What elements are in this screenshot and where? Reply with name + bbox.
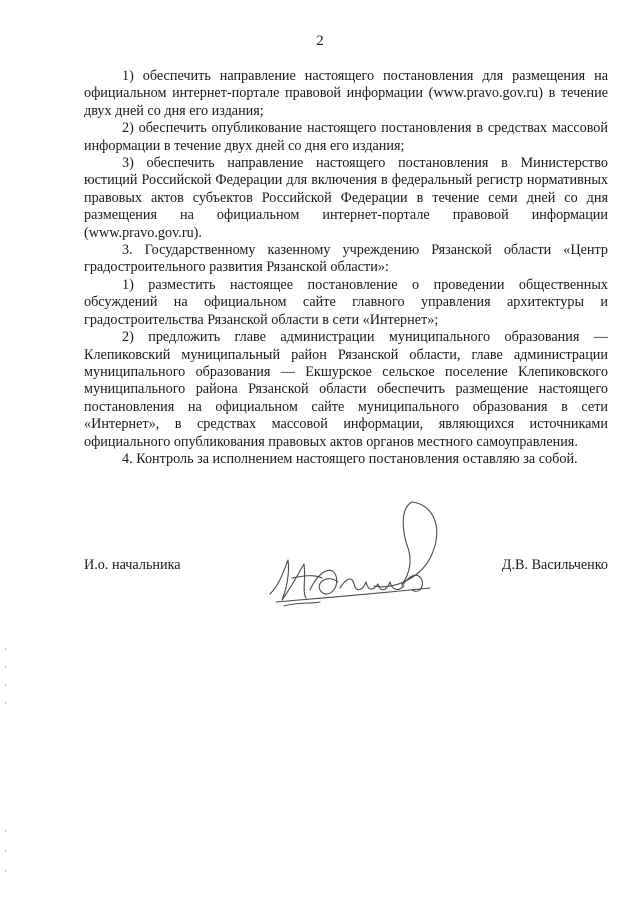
- paragraph-post-website: 1) разместить настоящее постановление о проведении общественных обсуждений на официальном сайте главного управления архитектуры и градостроительства Рязанской области в сети «Интернет»;: [84, 276, 608, 328]
- paragraph-item-3: 3. Государственному казенному учреждению Рязанской области «Центр градостроительного развития Рязанской области»:: [84, 242, 608, 276]
- paragraph-propose-heads: 2) предложить главе администрации муниципального образования — Клепиковский муниципальный район Рязанской области, главе администрации муниципального образования — Екшурское сельское поселение Клепиковского муниципального района Рязанской области обеспечить размещение настоящего постановления на официальном сайте муниципального образования в сети «Интернет», в средствах массовой информации, являющихся источниками официального опубликования правовых актов органов местного самоуправления.: [84, 329, 608, 450]
- page-number: 2: [316, 33, 324, 49]
- signature-block: [84, 557, 608, 581]
- paragraph-publish-media: 2) обеспечить опубликование настоящего постановления в средствах массовой информации в течение двух дней со дня его издания;: [84, 120, 608, 154]
- paragraph-item-4-control: 4. Контроль за исполнением настоящего постановления оставляю за собой.: [122, 450, 578, 467]
- scan-margin-marks: [0, 640, 12, 900]
- document-body: [84, 68, 608, 468]
- signatory-position: И.о. начальника: [84, 557, 181, 573]
- paragraph-publish-portal: 1) обеспечить направление настоящего постановления для размещения на официальном интернет-портале правовой информации (www.pravo.gov.ru) в течение двух дней со дня его издания;: [84, 68, 608, 119]
- paragraph-ministry-justice: 3) обеспечить направление настоящего постановления в Министерство юстиций Российской Федерации для включения в федеральный регистр нормативных правовых актов субъектов Российской Федерации в течение семи дней со дня размещения на официальном интернет-портале правовой информации (www.pravo.gov.ru).: [84, 155, 608, 241]
- signatory-name: Д.В. Васильченко: [501, 557, 608, 573]
